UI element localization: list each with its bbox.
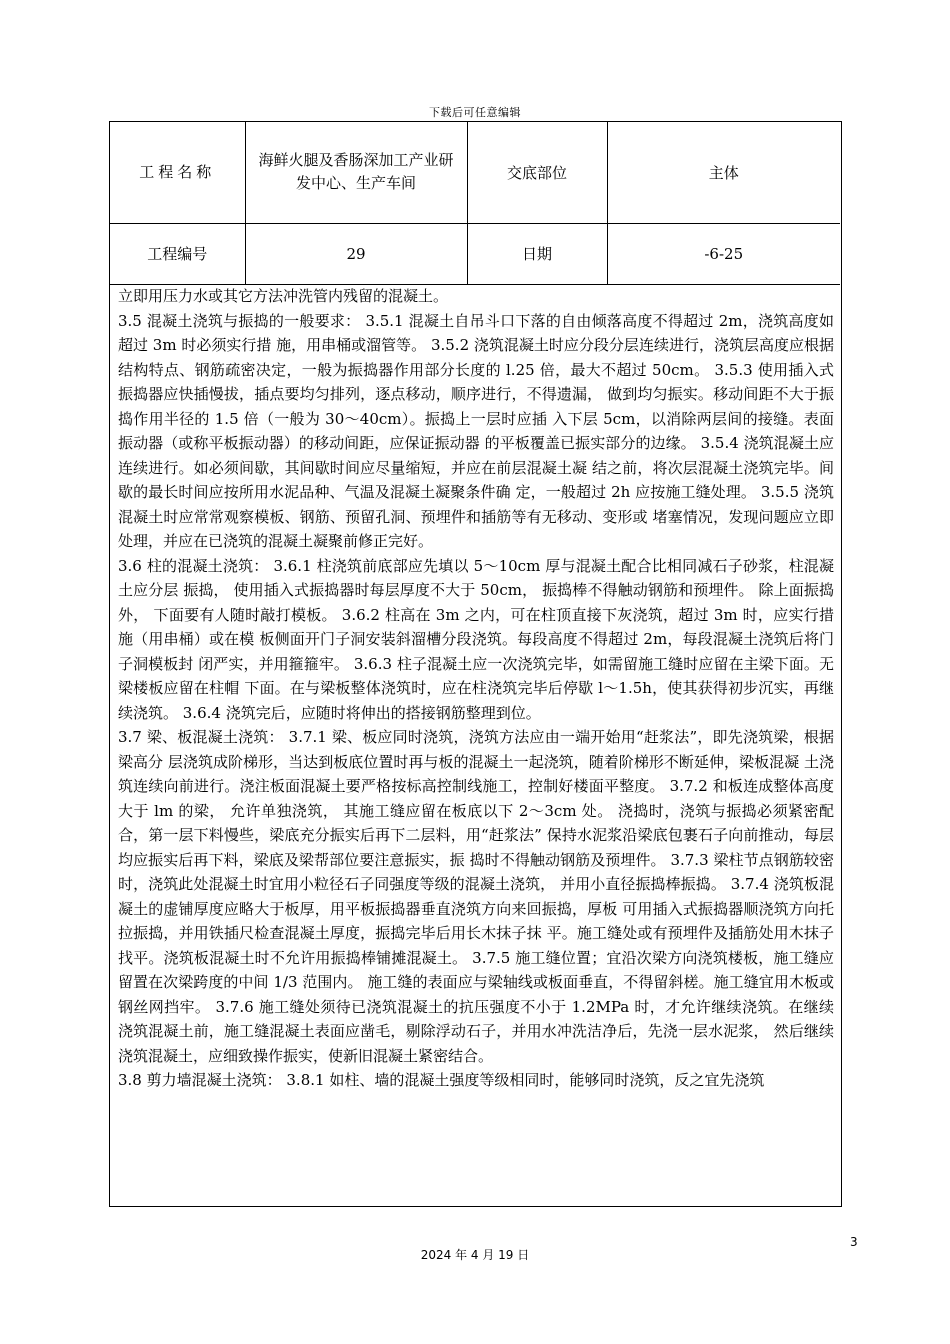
project-number-value: 29 [245,223,467,284]
page-number: 3 [850,1235,858,1249]
paragraph-3-6: 3.6 柱的混凝土浇筑： 3.6.1 柱浇筑前底部应先填以 5～10cm 厚与混凝土配合比相同减石子砂浆，柱混凝土应分层 振捣， 使用插入式振捣器时每层厚度不大于 50cm， 振捣棒不得触动钢筋和预埋件。 除上面振捣外， 下面要有人随时敲打模板。 3.6.2 柱高在 3m 之内，可在柱顶直接下灰浇筑，超过 3m 时，应实行措施（用串桶）或在模 板侧面开门子洞安装斜溜槽分段浇筑。每段高度不得超过 2m，每段混凝土浇筑后将门子洞模板封 闭严实，并用箍箍牢。 3.6.3 柱子混凝土应一次浇筑完毕，如需留施工缝时应留在主梁下面。无梁楼板应留在柱帽 下面。在与梁板整体浇筑时，应在柱浇筑完毕后停歇 l～1.5h，使其获得初步沉实，再继续浇筑。 3.6.4 浇筑完后，应随时将伸出的搭接钢筋整理到位。 [118,556,834,722]
paragraph-3-8: 3.8 剪力墙混凝土浇筑： 3.8.1 如柱、墙的混凝土强度等级相同时，能够同时浇筑，反之宜先浇筑 [118,1071,765,1089]
project-number-label: 工程编号 [110,223,245,284]
project-name-label: 工程名称 [110,122,245,223]
info-row-project [110,122,840,223]
info-row-number [110,223,840,284]
paragraph-3-5: 3.5 混凝土浇筑与振捣的一般要求： 3.5.1 混凝土自吊斗口下落的自由倾落高度不得超过 2m，浇筑高度如超过 3m 时必须实行措 施，用串桶或溜管等。 3.5.2 浇筑混凝土时应分段分层连续进行，浇筑层高度应根据结构特点、钢筋疏密决定，一般为振捣器作用部分长度的 l.25 倍，最大不超过 50cm。 3.5.3 使用插入式振捣器应快插慢拔，插点要均匀排列，逐点移动，顺序进行，不得遗漏， 做到均匀振实。移动间距不大于振捣作用半径的 1.5 倍（一般为 30～40cm）。振捣上一层时应插 入下层 5cm，以消除两层间的接缝。表面振动器（或称平板振动器）的移动间距，应保证振动器 的平板覆盖已振实部分的边缘。 3.5.4 浇筑混凝土应连续进行。如必须间歇，其间歇时间应尽量缩短，并应在前层混凝土凝 结之前，将次层混凝土浇筑完毕。间歇的最长时间应按所用水泥品种、气温及混凝土凝聚条件确 定，一般超过 2h 应按施工缝处理。 3.5.5 浇筑混凝土时应常常观察模板、钢筋、预留孔洞、预埋件和插筋等有无移动、变形或 堵塞情况，发现问题应立即处理，并应在已浇筑的混凝土凝聚前修正完好。 [118,311,834,550]
date-label: 日期 [467,223,607,284]
info-table [110,122,840,285]
paragraph-3-7: 3.7 梁、板混凝土浇筑： 3.7.1 梁、板应同时浇筑，浇筑方法应由一端开始用“赶浆法”，即先浇筑梁，根据梁高分 层浇筑成阶梯形，当达到板底位置时再与板的混凝土一起浇筑，随着阶梯形不断延伸，梁板混凝 土浇筑连续向前进行。浇注板面混凝土要严格按标高控制线施工，控制好楼面平整度。 3.7.2 和板连成整体高度大于 lm 的梁， 允许单独浇筑， 其施工缝应留在板底以下 2～3cm 处。 浇捣时，浇筑与振捣必须紧密配合，第一层下料慢些，梁底充分振实后再下二层料，用“赶浆法” 保持水泥浆沿梁底包裹石子向前推动，每层均应振实后再下料，梁底及梁帮部位要注意振实，振 捣时不得触动钢筋及预埋件。 3.7.3 梁柱节点钢筋较密时，浇筑此处混凝土时宜用小粒径石子同强度等级的混凝土浇筑， 并用小直径振捣棒振捣。 3.7.4 浇筑板混凝土的虚铺厚度应略大于板厚，用平板振捣器垂直浇筑方向来回振捣，厚板 可用插入式振捣器顺浇筑方向托拉振捣，并用铁插尺检查混凝土厚度，振捣完毕后用长木抹子抹 平。施工缝处或有预埋件及插筋处用木抹子找平。浇筑板混凝土时不允许用振捣棒铺摊混凝土。 3.7.5 施工缝位置；宜沿次梁方向浇筑楼板，施工缝应留置在次梁跨度的中间 1/3 范围内。 施工缝的表面应与梁轴线或板面垂直，不得留斜槎。施工缝宜用木板或钢丝网挡牢。 3.7.6 施工缝处须待已浇筑混凝土的抗压强度不小于 1.2MPa 时，才允许继续浇筑。在继续 浇筑混凝土前，施工缝混凝土表面应凿毛，剔除浮动石子，并用水冲洗洁净后，先浇一层水泥浆， 然后继续浇筑混凝土，应细致操作振实，使新旧混凝土紧密结合。 [118,728,834,1065]
document-frame [109,121,842,1207]
handover-part-label: 交底部位 [467,122,607,223]
body-text [118,284,834,1093]
page-header: 下载后可任意编辑 [429,106,521,119]
project-name-value: 海鲜火腿及香肠深加工产业研发中心、生产车间 [245,122,467,223]
paragraph-intro: 立即用压力水或其它方法冲洗管内残留的混凝土。 [118,287,449,305]
date-value: -6-25 [607,223,840,284]
handover-part-value: 主体 [607,122,840,223]
footer-date: 2024 年 4 月 19 日 [420,1248,530,1262]
